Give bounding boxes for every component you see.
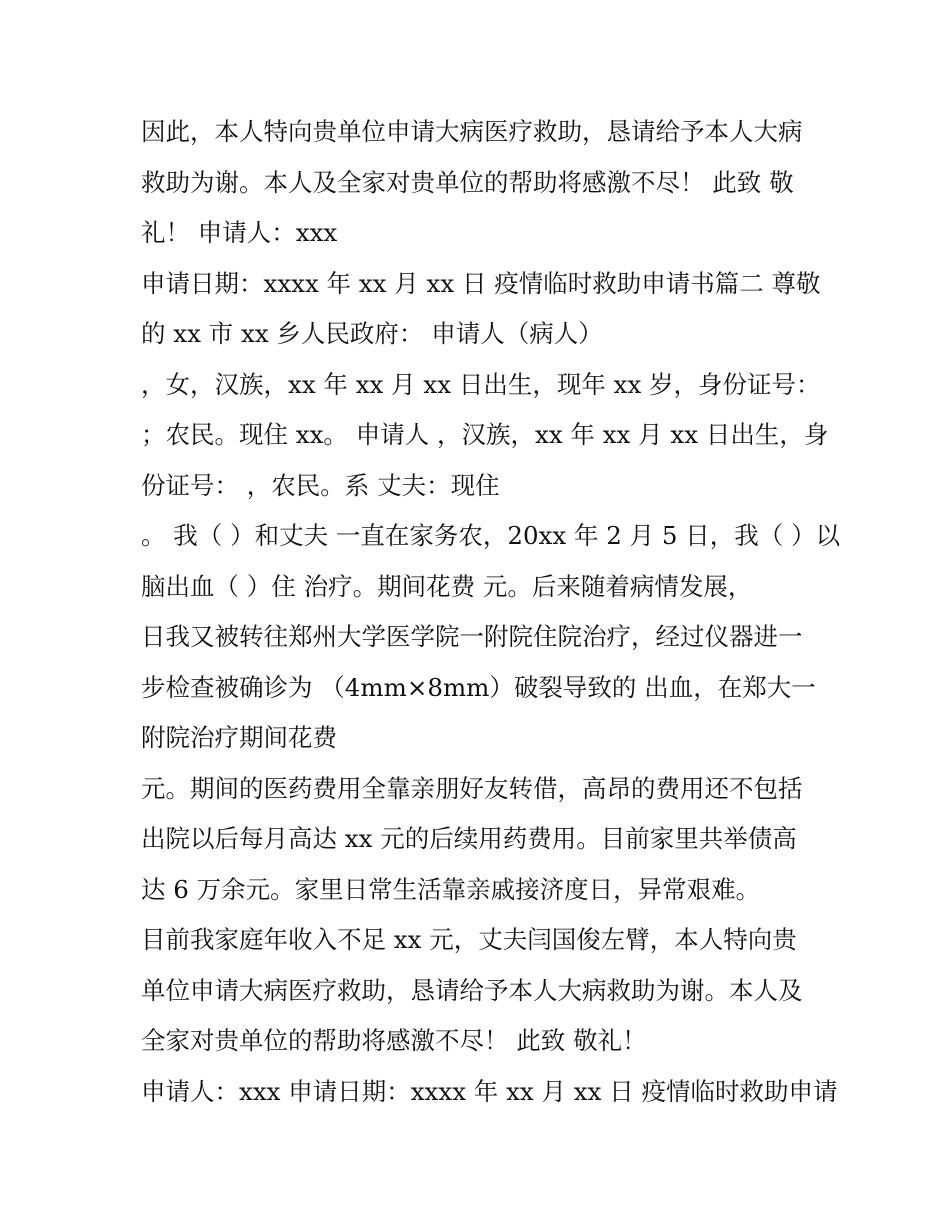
text-line: 目前我家庭年收入不足 xx 元，丈夫闫国俊左臂，本人特向贵 (141, 925, 797, 954)
text-line: 达 6 万余元。家里日常生活靠亲戚接济度日，异常艰难。 (141, 874, 761, 904)
text-line: ；农民。现住 xx。 申请人 ，汉族，xx 年 xx 月 xx 日出生，身 (141, 420, 829, 449)
text-line: 申请人：xxx 申请日期：xxxx 年 xx 月 xx 日 疫情临时救助申请 (141, 1076, 838, 1106)
text-line: 单位申请大病医疗救助，恳请给予本人大病救助为谢。本人及 (141, 975, 803, 1005)
text-line: 元。期间的医药费用全靠亲朋好友转借，高昂的费用还不包括 (141, 773, 803, 803)
text-line: 脑出血（ ）住 治疗。期间花费 元。后来随着病情发展， (141, 571, 753, 601)
document-body (141, 107, 841, 1117)
text-line: 日我又被转往郑州大学医学院一附院住院治疗，经过仪器进一 (141, 622, 803, 651)
text-line: 救助为谢。本人及全家对贵单位的帮助将感激不尽！ 此致 敬 (141, 167, 794, 197)
text-line: ，女，汉族，xx 年 xx 月 xx 日出生，现年 xx 岁，身份证号： (141, 369, 821, 399)
text-line: 申请日期：xxxx 年 xx 月 xx 日 疫情临时救助申请书篇二 尊敬 (141, 268, 821, 298)
text-line: 附院治疗期间花费 (141, 723, 337, 752)
text-line: 步检查被确诊为 （4mm×8mm）破裂导致的 出血，在郑大一 (141, 672, 816, 702)
text-line: 全家对贵单位的帮助将感激不尽！ 此致 敬礼！ (141, 1026, 647, 1055)
text-line: 出院以后每月高达 xx 元的后续用药费用。目前家里共举债高 (141, 824, 797, 853)
text-line: 份证号： ，农民。系 丈夫：现住 (141, 470, 500, 500)
text-line: 。 我（ ）和丈夫 一直在家务农，20xx 年 2 月 5 日，我（ ）以 (141, 521, 841, 550)
text-line: 的 xx 市 xx 乡人民政府： 申请人（病人） (141, 319, 603, 348)
text-line: 礼！ 申请人：xxx (141, 218, 338, 247)
text-line: 因此，本人特向贵单位申请大病医疗救助，恳请给予本人大病 (141, 117, 803, 146)
